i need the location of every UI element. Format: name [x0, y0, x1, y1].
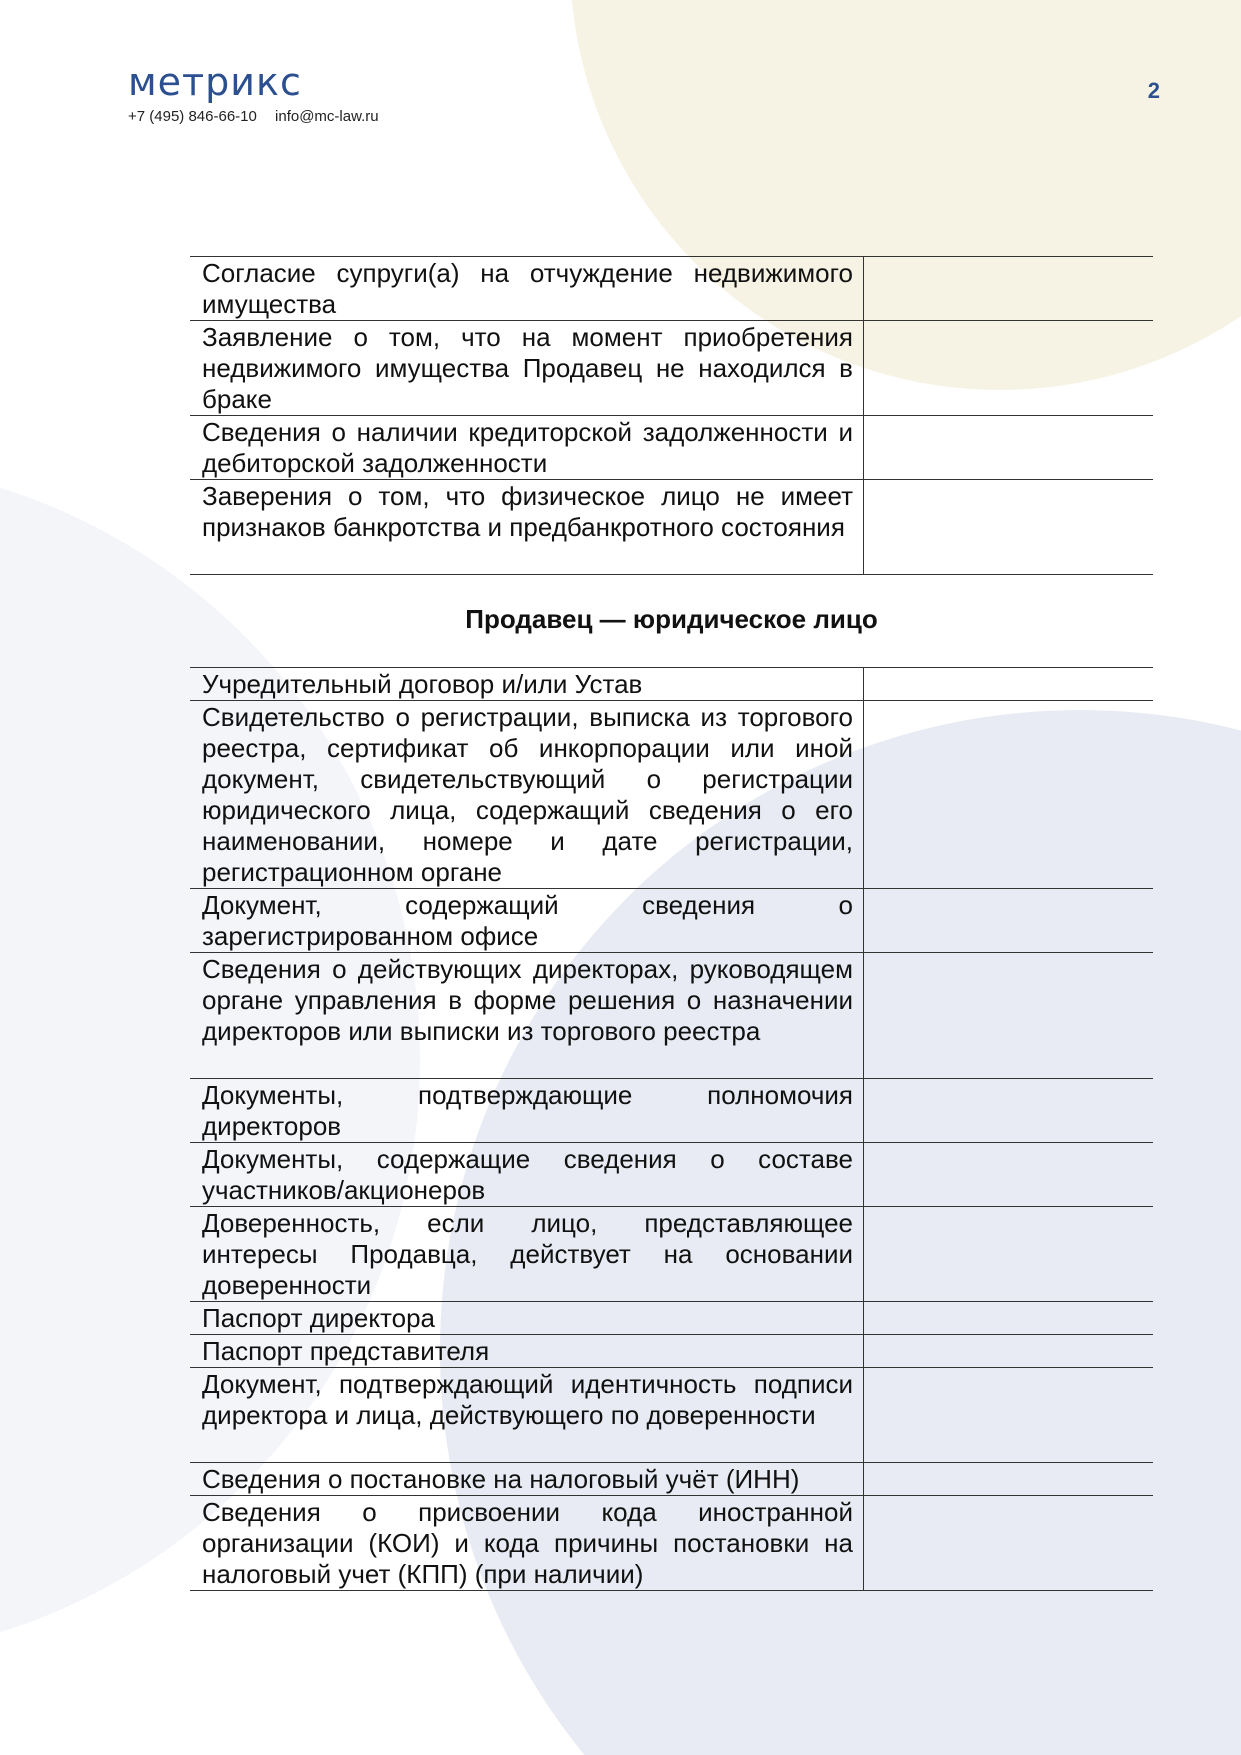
table-row — [190, 480, 1153, 575]
document-name: Заявление о том, что на момент приобретения недвижимого имущества Продавец не находился в браке — [190, 321, 864, 416]
table-row — [190, 416, 1153, 480]
document-name: Свидетельство о регистрации, выписка из торгового реестра, сертификат об инкорпорации или иной документ, свидетельствующий о регистрации юридического лица, содержащий сведения о его наименовании, номере и дате регистрации, регистрационном органе — [190, 701, 864, 889]
table-row — [190, 1335, 1153, 1368]
document-status-cell — [864, 1335, 1154, 1368]
document-status-cell — [864, 416, 1154, 480]
document-name: Доверенность, если лицо, представляющее интересы Продавца, действует на основании доверенности — [190, 1207, 864, 1302]
document-status-cell — [864, 257, 1154, 321]
document-name: Документ, содержащий сведения о зарегистрированном офисе — [190, 889, 864, 953]
document-status-cell — [864, 1079, 1154, 1143]
document-status-cell — [864, 668, 1154, 701]
document-status-cell — [864, 1207, 1154, 1302]
table-row — [190, 257, 1153, 321]
table-row — [190, 1143, 1153, 1207]
table-row — [190, 1368, 1153, 1463]
document-status-cell — [864, 889, 1154, 953]
table-row — [190, 1079, 1153, 1143]
document-status-cell — [864, 1143, 1154, 1207]
document-status-cell — [864, 480, 1154, 575]
document-name: Документы, содержащие сведения о составе участников/акционеров — [190, 1143, 864, 1207]
document-status-cell — [864, 701, 1154, 889]
contact-info — [128, 107, 379, 127]
table-row — [190, 953, 1153, 1079]
table-row — [190, 701, 1153, 889]
table-row — [190, 1302, 1153, 1335]
individual-seller-documents-table — [190, 256, 1153, 575]
table-row — [190, 1207, 1153, 1302]
document-status-cell — [864, 953, 1154, 1079]
document-name: Сведения о присвоении кода иностранной организации (КОИ) и кода причины постановки на налоговый учет (КПП) (при наличии) — [190, 1496, 864, 1591]
document-status-cell — [864, 1302, 1154, 1335]
table-row — [190, 321, 1153, 416]
document-name: Учредительный договор и/или Устав — [190, 668, 864, 701]
document-name: Документы, подтверждающие полномочия директоров — [190, 1079, 864, 1143]
document-name: Паспорт представителя — [190, 1335, 864, 1368]
document-name: Документ, подтверждающий идентичность подписи директора и лица, действующего по доверенности — [190, 1368, 864, 1463]
document-name: Согласие супруги(а) на отчуждение недвижимого имущества — [190, 257, 864, 321]
company-logo: метрикс — [128, 60, 302, 104]
table-row — [190, 1496, 1153, 1591]
table-row — [190, 668, 1153, 701]
document-status-cell — [864, 1368, 1154, 1463]
document-status-cell — [864, 321, 1154, 416]
document-name: Паспорт директора — [190, 1302, 864, 1335]
email-address: info@mc-law.ru — [275, 108, 379, 125]
page-number: 2 — [1147, 78, 1160, 103]
table-row — [190, 889, 1153, 953]
table-row — [190, 1463, 1153, 1496]
document-name: Заверения о том, что физическое лицо не имеет признаков банкротства и предбанкротного состояния — [190, 480, 864, 575]
document-name: Сведения о наличии кредиторской задолженности и дебиторской задолженности — [190, 416, 864, 480]
document-status-cell — [864, 1463, 1154, 1496]
document-name: Сведения о действующих директорах, руководящем органе управления в форме решения о назначении директоров или выписки из торгового реестра — [190, 953, 864, 1079]
document-status-cell — [864, 1496, 1154, 1591]
phone-number: +7 (495) 846-66-10 — [128, 108, 257, 125]
section-heading: Продавец — юридическое лицо — [465, 604, 878, 634]
legal-entity-seller-documents-table — [190, 667, 1153, 1591]
document-name: Сведения о постановке на налоговый учёт (ИНН) — [190, 1463, 864, 1496]
